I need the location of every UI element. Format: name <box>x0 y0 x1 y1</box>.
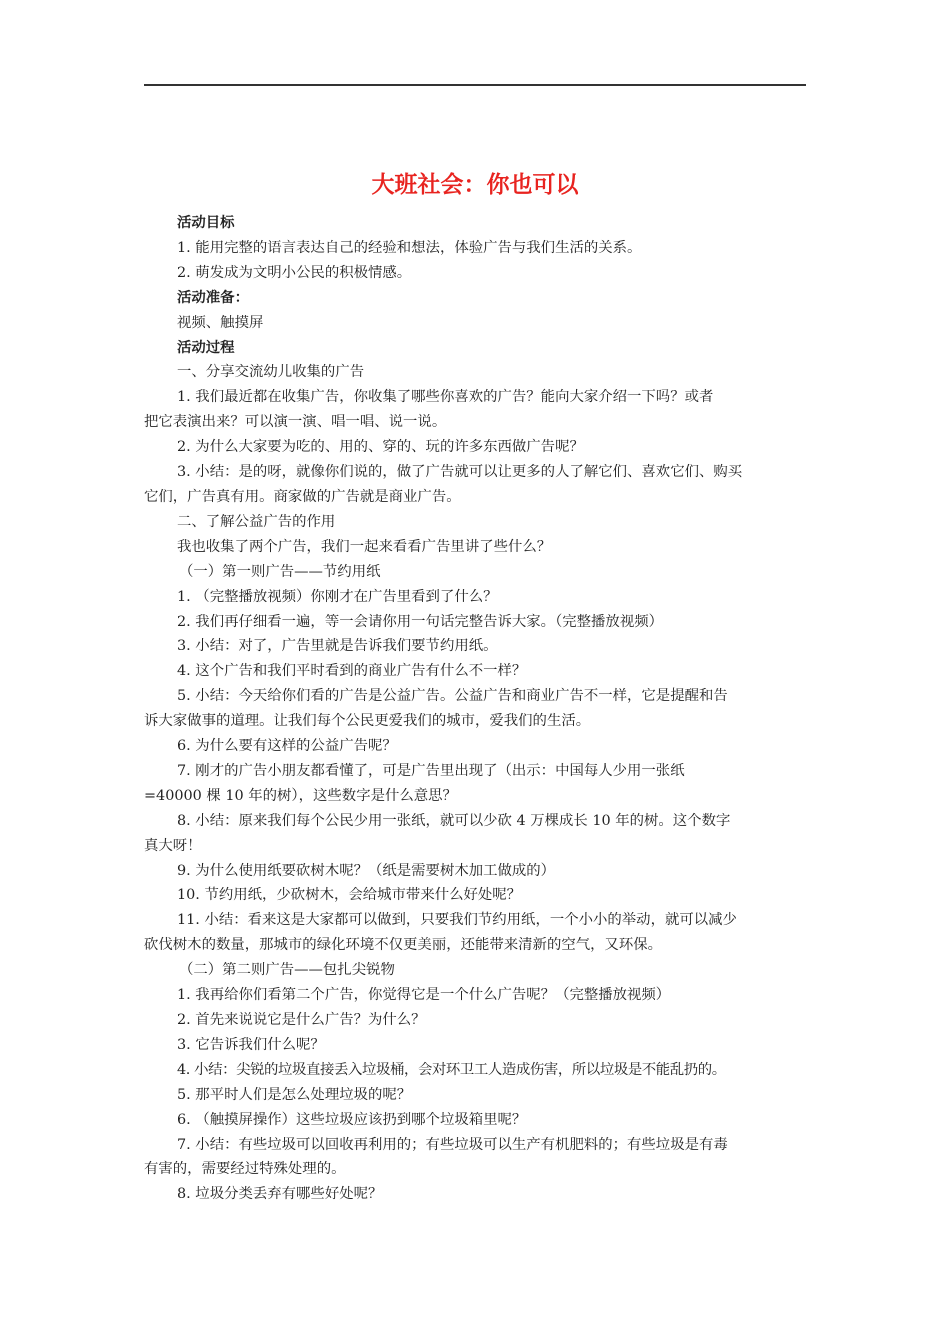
body-line: 11. 小结：看来这是大家都可以做到，只要我们节约用纸，一个小小的举动，就可以减少 <box>177 912 737 929</box>
body-line: 有害的，需要经过特殊处理的。 <box>144 1161 346 1178</box>
body-line: 真大呀！ <box>144 837 202 854</box>
subsection-heading: （二）第二则广告——包扎尖锐物 <box>179 962 395 979</box>
body-line: 2. 萌发成为文明小公民的积极情感。 <box>177 264 412 281</box>
body-line: 1. 能用完整的语言表达自己的经验和想法，体验广告与我们生活的关系。 <box>177 239 642 256</box>
header-rule <box>144 84 806 86</box>
body-line: 把它表演出来？可以演一演、唱一唱、说一说。 <box>144 414 447 431</box>
section-heading: 活动准备： <box>177 289 249 306</box>
body-line: 10. 节约用纸，少砍树木，会给城市带来什么好处呢？ <box>177 887 522 904</box>
section-heading: 活动过程 <box>177 339 235 356</box>
body-line: 6. 为什么要有这样的公益广告呢？ <box>177 738 397 755</box>
body-line: 视频、触摸屏 <box>177 314 264 331</box>
body-line: 3. 它告诉我们什么呢？ <box>177 1036 325 1053</box>
body-line: 4. 小结：尖锐的垃圾直接丢入垃圾桶，会对环卫工人造成伤害，所以垃圾是不能乱扔的。 <box>177 1061 726 1078</box>
subsection-heading: （一）第一则广告——节约用纸 <box>179 563 381 580</box>
body-line: 2. 首先来说说它是什么广告？为什么？ <box>177 1012 426 1028</box>
body-line: 9. 为什么使用纸要砍树木呢？（纸是需要树木加工做成的） <box>177 862 556 879</box>
body-line: 7. 小结：有些垃圾可以回收再利用的；有些垃圾可以生产有机肥料的；有些垃圾是有毒 <box>177 1136 728 1153</box>
body-line: 3. 小结：对了，广告里就是告诉我们要节约用纸。 <box>177 638 498 655</box>
body-line: 4. 这个广告和我们平时看到的商业广告有什么不一样？ <box>177 663 527 680</box>
body-line: 1. 我们最近都在收集广告，你收集了哪些你喜欢的广告？能向大家介绍一下吗？或者 <box>177 389 714 406</box>
body-line: 它们，广告真有用。商家做的广告就是商业广告。 <box>144 488 461 505</box>
body-line: =40000 棵 10 年的树），这些数字是什么意思？ <box>144 787 457 804</box>
body-line: 砍伐树木的数量，那城市的绿化环境不仅更美丽，还能带来清新的空气，又环保。 <box>144 937 663 954</box>
body-line: 1. 我再给你们看第二个广告，你觉得它是一个什么广告呢？（完整播放视频） <box>177 987 671 1004</box>
body-line: 6. （触摸屏操作）这些垃圾应该扔到哪个垃圾箱里呢？ <box>177 1111 527 1128</box>
section-heading: 活动目标 <box>177 215 235 231</box>
body-line: 我也收集了两个广告，我们一起来看看广告里讲了些什么？ <box>177 538 552 555</box>
body-line: 3. 小结：是的呀，就像你们说的，做了广告就可以让更多的人了解它们、喜欢它们、购买 <box>177 464 743 481</box>
document-title: 大班社会：你也可以 <box>371 172 579 198</box>
body-line: 8. 小结：原来我们每个公民少用一张纸，就可以少砍 4 万棵成长 10 年的树。这个数字 <box>177 812 731 829</box>
body-line: 2. 我们再仔细看一遍，等一会请你用一句话完整告诉大家。（完整播放视频） <box>177 613 663 630</box>
body-line: 一、分享交流幼儿收集的广告 <box>177 364 365 381</box>
body-line: 二、了解公益广告的作用 <box>177 513 336 530</box>
body-line: 诉大家做事的道理。让我们每个公民更爱我们的城市，爱我们的生活。 <box>144 713 591 730</box>
body-line: 5. 小结：今天给你们看的广告是公益广告。公益广告和商业广告不一样，它是提醒和告 <box>177 688 728 705</box>
body-line: 8. 垃圾分类丢弃有哪些好处呢？ <box>177 1186 383 1203</box>
body-line: 7. 刚才的广告小朋友都看懂了，可是广告里出现了（出示：中国每人少用一张纸 <box>177 762 685 779</box>
body-line: 2. 为什么大家要为吃的、用的、穿的、玩的许多东西做广告呢？ <box>177 439 584 456</box>
document-body <box>144 211 814 1207</box>
body-line: 1. （完整播放视频）你刚才在广告里看到了什么？ <box>177 588 498 605</box>
body-line: 5. 那平时人们是怎么处理垃圾的呢？ <box>177 1086 412 1103</box>
